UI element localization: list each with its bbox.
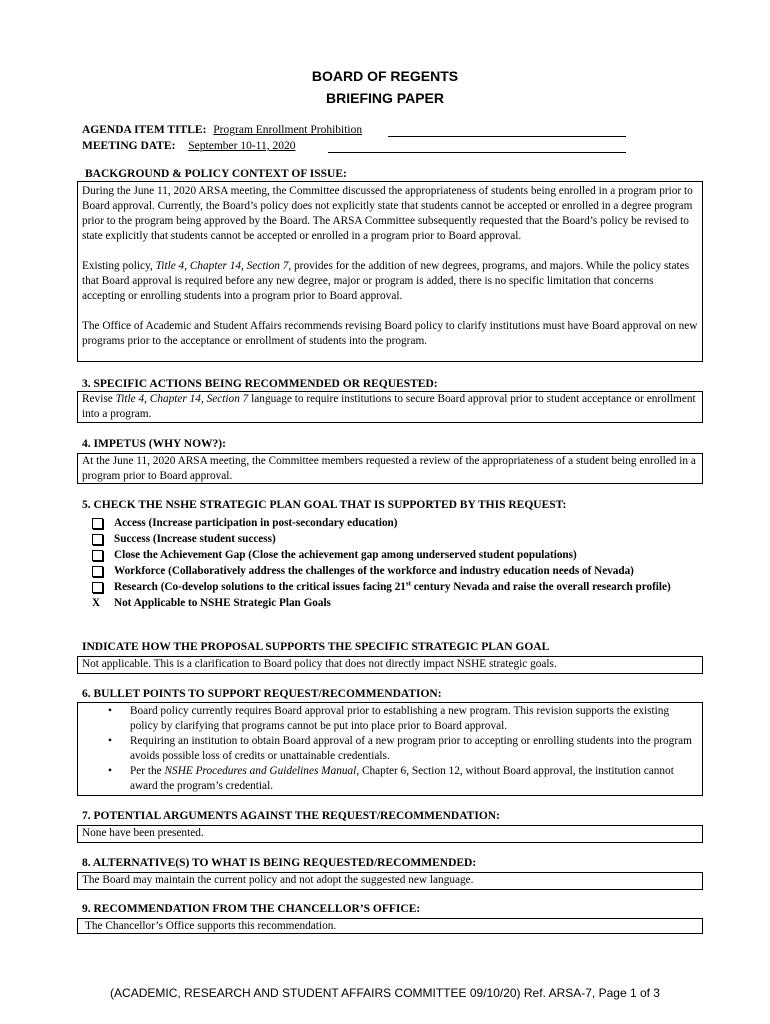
checkbox-icon [92,566,103,577]
bullets-heading: 6. BULLET POINTS TO SUPPORT REQUEST/RECOMMENDATION: [82,688,442,700]
agenda-item-underline [388,136,626,137]
impetus-text: At the June 11, 2020 ARSA meeting, the Committee members requested a review of the appropriateness of a student being enrolled in a program prior to Board approval. [82,455,696,482]
agenda-item-label: AGENDA ITEM TITLE: [82,124,207,136]
meeting-date-row [82,140,296,152]
meeting-date-underline [328,152,626,153]
alternatives-text: The Board may maintain the current policy and not adopt the suggested new language. [82,874,474,886]
goal-success: Success (Increase student success) [92,531,712,547]
recommendation-heading: 9. RECOMMENDATION FROM THE CHANCELLOR’S OFFICE: [82,903,421,915]
strategic-heading: 5. CHECK THE NSHE STRATEGIC PLAN GOAL THAT IS SUPPORTED BY THIS REQUEST: [82,499,567,511]
impetus-heading: 4. IMPETUS (WHY NOW?): [82,438,226,450]
background-paragraph-3: The Office of Academic and Student Affairs recommends revising Board policy to clarify institutions must have Board approval on new programs prior to the acceptance or enrollment of students into the program. [82,320,698,347]
goal-research: Research (Co-develop solutions to the critical issues facing 21st century Nevada and raise the overall research profile) [92,579,712,595]
arguments-text: None have been presented. [82,827,204,839]
alternatives-box [77,872,703,890]
actions-box [77,391,703,423]
document-title: BOARD OF REGENTS [311,68,459,84]
goal-workforce: Workforce (Collaboratively address the challenges of the workforce and industry education needs of Nevada) [92,563,712,579]
x-mark-icon: X [92,597,101,609]
background-paragraph-1: During the June 11, 2020 ARSA meeting, the Committee discussed the appropriateness of students being enrolled in a program prior to Board approval. Currently, the Board’s policy does not explicitly state that students cannot be accepted or enrolled in a degree program prior to the program being approved by the Board. The ARSA Committee subsequently requested that the Board’s policy be revised to state explicitly that students cannot be accepted or enrolled in a program prior to Board approval. [82,185,693,242]
goal-achievement-gap: Close the Achievement Gap (Close the achievement gap among underserved student populations) [92,547,712,563]
checkbox-icon [92,518,103,529]
meeting-date-value: September 10-11, 2020 [188,140,296,152]
alternatives-heading: 8. ALTERNATIVE(S) TO WHAT IS BEING REQUESTED/RECOMMENDED: [82,857,477,869]
page-footer: (ACADEMIC, RESEARCH AND STUDENT AFFAIRS COMMITTEE 09/10/20) Ref. ARSA-7, Page 1 of 3 [110,986,660,1000]
bullet-item: • Board policy currently requires Board approval prior to establishing a new program. This revision supports the existing policy by clarifying that programs cannot be put into place prior to Board approval. [82,704,698,734]
strategic-checklist [92,515,712,611]
support-text: Not applicable. This is a clarification to Board policy that does not directly impact NSHE strategic goals. [82,658,557,670]
goal-access: Access (Increase participation in post-secondary education) [92,515,712,531]
actions-heading: 3. SPECIFIC ACTIONS BEING RECOMMENDED OR REQUESTED: [82,378,438,390]
agenda-item-value: Program Enrollment Prohibition [213,124,363,136]
bullet-item: • Requiring an institution to obtain Board approval of a new program prior to accepting or enrolling students into the program avoids possible loss of credits or unattainable credentials. [82,734,698,764]
recommendation-box [77,918,703,934]
meeting-date-label: MEETING DATE: [82,140,176,152]
document-subtitle: BRIEFING PAPER [326,90,444,106]
bullets-box [77,702,703,796]
support-heading: INDICATE HOW THE PROPOSAL SUPPORTS THE SPECIFIC STRATEGIC PLAN GOAL [82,641,550,653]
background-box [77,181,703,362]
arguments-heading: 7. POTENTIAL ARGUMENTS AGAINST THE REQUEST/RECOMMENDATION: [82,810,500,822]
checkbox-icon [92,550,103,561]
bullet-item: • Per the NSHE Procedures and Guidelines Manual, Chapter 6, Section 12, without Board approval, the institution cannot award the program’s credential. [82,764,698,794]
agenda-item-row [82,124,362,136]
impetus-box [77,453,703,484]
checkbox-icon [92,534,103,545]
actions-text: Revise Title 4, Chapter 14, Section 7 language to require institutions to secure Board approval prior to student acceptance or enrollment into a program. [82,393,696,420]
goal-not-applicable: X Not Applicable to NSHE Strategic Plan Goals [92,597,331,609]
checkbox-icon [92,582,103,593]
recommendation-text: The Chancellor’s Office supports this recommendation. [85,920,337,932]
background-paragraph-2: Existing policy, Title 4, Chapter 14, Section 7, provides for the addition of new degrees, programs, and majors. While the policy states that Board approval is required before any new degree, major or program is added, there is no specific limitation that concerns accepting or enrolling students into a program prior to Board approval. [82,260,690,302]
background-heading: BACKGROUND & POLICY CONTEXT OF ISSUE: [85,168,347,180]
support-box [77,656,703,674]
bullet-list [82,704,698,794]
arguments-box [77,825,703,843]
